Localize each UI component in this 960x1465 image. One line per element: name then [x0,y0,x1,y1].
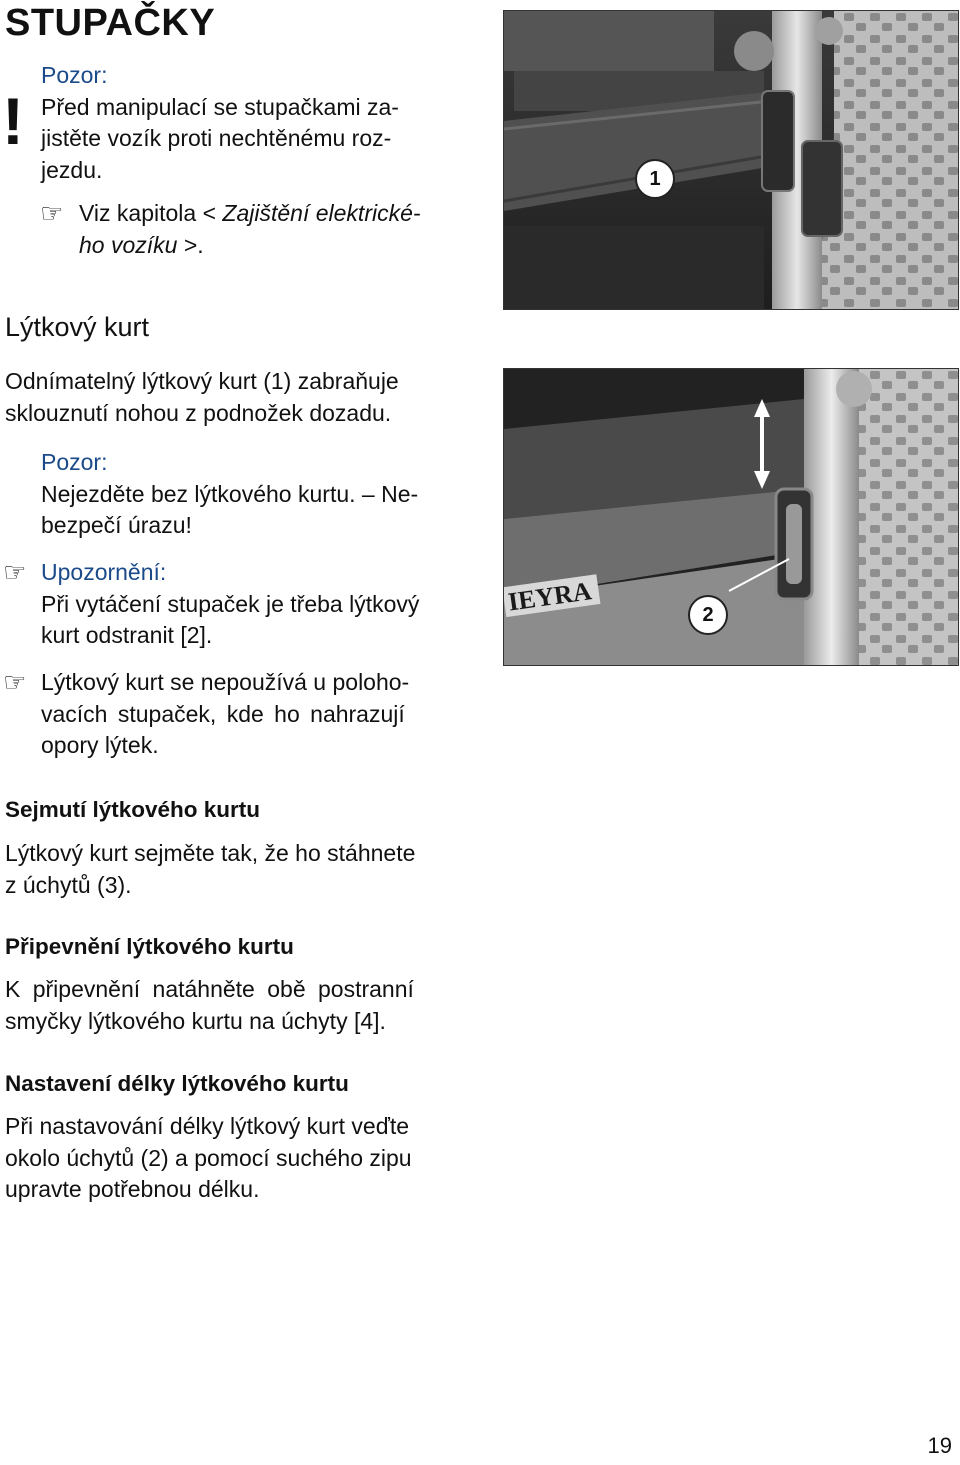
brand-label: IEYRA [506,576,594,617]
see-prefix: Viz kapitola < [79,200,223,226]
paragraph [5,1111,412,1206]
paragraph-line: z úchytů (3). [5,871,132,898]
note-line: kurt odstranit [2]. [41,622,213,648]
caution-line: Před manipulací se stupačkami za- [41,93,399,120]
exclamation-icon: ! [2,84,24,158]
page-number: 19 [927,1433,952,1458]
note-line: Při vytáčení stupaček je třeba lýtkový [41,590,420,617]
note-line: Lýtkový kurt se nepoužívá u poloho- [41,669,410,695]
photo-illustration [504,369,958,665]
note-label: Upozornění: [41,559,167,585]
callout-2: 2 [688,595,728,635]
page-title: STUPAČKY [5,2,216,44]
pointing-hand-icon: ☞ [3,557,27,587]
pointing-hand-icon: ☞ [3,667,27,697]
paragraph-line: sklouznutí nohou z podnožek dozadu. [5,399,392,426]
subsection-heading: Sejmutí lýtkového kurtu [5,797,261,822]
subsection-heading: Připevnění lýtkového kurtu [5,934,294,959]
paragraph-line: K připevnění natáhněte obě postranní [5,976,414,1002]
pointing-hand-icon: ☞ [40,198,64,228]
photo-illustration [504,11,958,309]
photo-calf-strap [503,10,959,310]
caution-line: jistěte vozík proti nechtěnému roz- [41,125,392,151]
see-suffix: >. [177,231,204,258]
caution-line: bezpečí úrazu! [41,512,192,538]
paragraph [5,838,415,901]
section-heading: Lýtkový kurt [5,312,150,342]
paragraph-line: upravte potřebnou délku. [5,1176,260,1202]
paragraph-line: smyčky lýtkového kurtu na úchyty [4]. [5,1007,386,1034]
paragraph [5,366,399,429]
note-line: vacích stupaček, kde ho nahrazují [41,700,405,727]
see-reference [79,198,421,261]
caution-block [41,60,399,186]
paragraph-line: Při nastavování délky lýtkový kurt veďte [5,1113,410,1139]
paragraph [5,974,461,1037]
caution-line: Nejezděte bez lýtkového kurtu. – Ne- [41,480,419,507]
note-line: opory lýtek. [41,732,159,758]
paragraph-line: Odnímatelný lýtkový kurt (1) zabraňuje [5,368,399,394]
note-block [41,557,419,652]
subsection-heading: Nastavení délky lýtkového kurtu [5,1071,349,1096]
paragraph-line: Lýtkový kurt sejměte tak, že ho stáhnete [5,840,416,866]
see-chapter: Zajištění elektrické- [222,200,421,226]
caution-line: jezdu. [41,156,103,183]
paragraph-line: okolo úchytů (2) a pomocí suchého zipu [5,1144,412,1171]
caution-block [41,447,418,542]
caution-label: Pozor: [41,449,108,475]
see-chapter-cont: ho vozíku [79,231,178,258]
caution-label: Pozor: [41,62,108,88]
note-block [41,667,461,762]
callout-1: 1 [635,159,675,199]
photo-strap-adjustment [503,368,959,666]
